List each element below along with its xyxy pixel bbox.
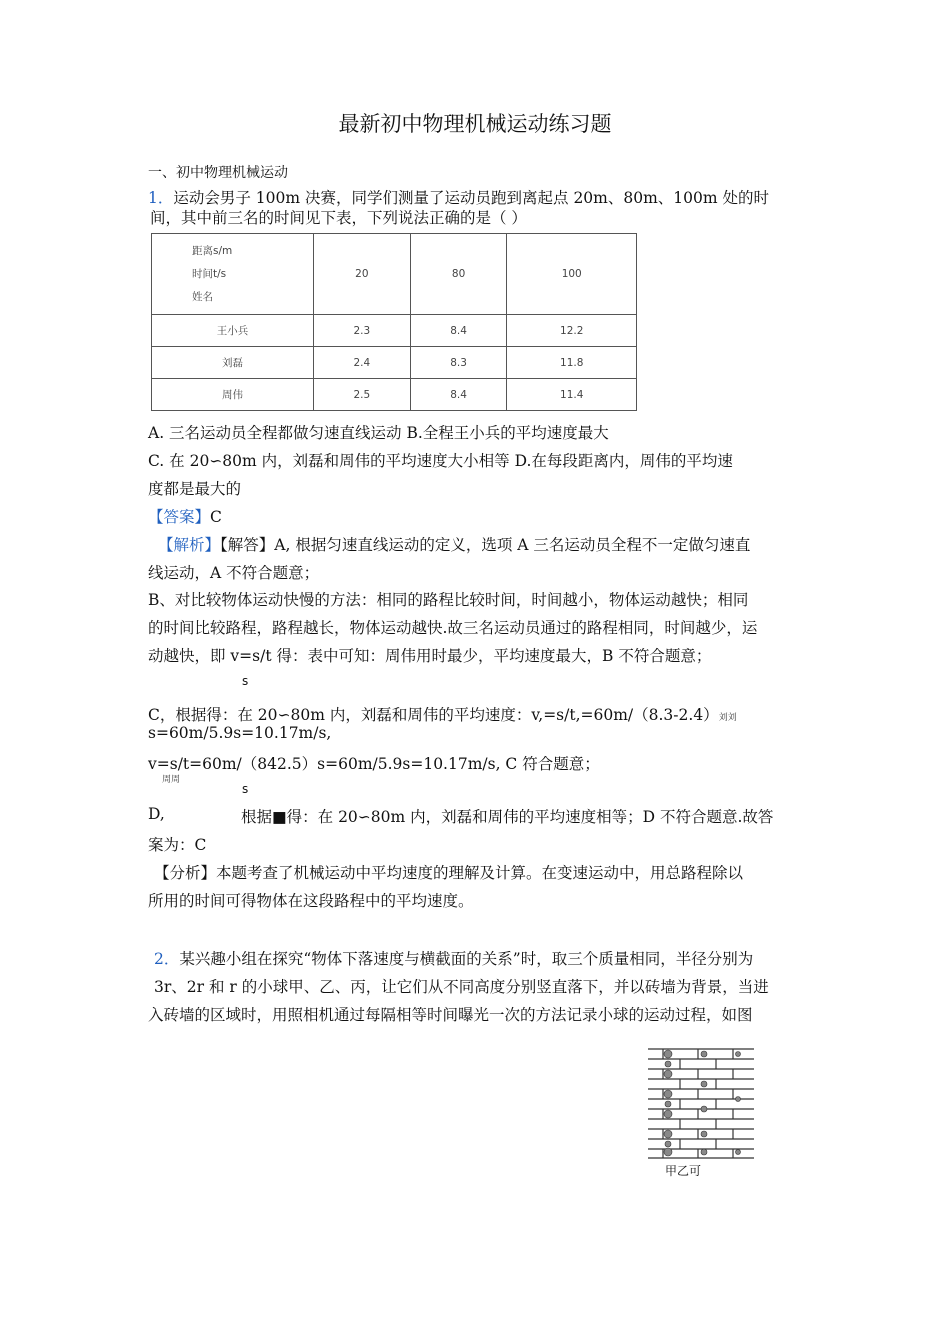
name-cell: 王小兵 [152,315,314,347]
name-cell: 刘磊 [152,347,314,379]
table-row: 刘磊 2.4 8.3 11.8 [152,347,637,379]
analysis-tag: 【解析】 [158,536,221,554]
fenxi-line1: 【分析】本题考查了机械运动中平均速度的理解及计算。在变速运动中，用总路程除以 [154,864,744,882]
c-line2: s=60m/5.9s=10.17m/s, [148,724,332,742]
brick-wall-figure [648,1047,754,1159]
options-cd-line1: C. 在 20∽80m 内，刘磊和周伟的平均速度大小相等 D.在每段距离内，周伟的平均速 [148,452,733,470]
b-line3: 动越快，即 v=s/t 得：表中可知：周伟用时最少，平均速度最大，B 不符合题意； [148,647,712,665]
q2-line3: 入砖墙的区域时，用照相机通过每隔相等时间曝光一次的方法记录小球的运动过程，如图 [148,1006,753,1024]
b-line1: B、对比较物体运动快慢的方法：相同的路程比较时间，时间越小，物体运动越快；相同 [148,591,749,609]
distance-cell: 100 [507,234,637,315]
answer-tag: 【答案】 [148,508,211,526]
q2-line1: 2．某兴趣小组在探究“物体下落速度与横截面的关系”时，取三个质量相同，半径分别为 [154,950,754,968]
q2-line2: 3r、2r 和 r 的小球甲、乙、丙，让它们从不同高度分别竖直落下，并以砖墙为背景，当进 [154,978,769,996]
c-line1: C，根据得：在 20∽80m 内，刘磊和周伟的平均速度：v,=s/t,=60m/（8.3-2.4）刘刘 [148,706,737,724]
answer-line [148,505,222,527]
subscript-label: 周周 [162,775,181,785]
analysis-line2: 线运动，A 不符合题意； [148,564,320,582]
fenxi-line2: 所用的时间可得物体在这段路程中的平均速度。 [148,892,474,910]
q1-line2: 间，其中前三名的时间见下表，下列说法正确的是（ ） [150,209,527,227]
q1-number: 1． [148,189,174,207]
b-line2: 的时间比较路程，路程越长，物体运动越快.故三名运动员通过的路程相同，时间越少，运 [148,619,758,637]
name-cell: 周伟 [152,379,314,411]
d-label: D, [148,805,165,823]
answer-value: C [210,508,222,526]
c-line3: v=s/t=60m/（842.5）s=60m/5.9s=10.17m/s, C 符合题意； [148,755,600,773]
q1-line1: 1．运动会男子 100m 决赛，同学们测量了运动员跑到离起点 20m、80m、100m 处的时 [148,189,769,207]
speed-table [151,233,637,411]
s-mark: s [242,674,249,688]
analysis-line1: 【解析】【解答】A, 根据匀速直线运动的定义，选项 A 三名运动员全程不一定做匀速直 [158,536,751,554]
s-mark: s [242,782,249,796]
d-line2: 案为：C [148,836,207,854]
table-row: 周伟 2.5 8.4 11.4 [152,379,637,411]
section-heading: 一、初中物理机械运动 [148,165,288,181]
distance-cell: 20 [314,234,411,315]
options-ab: A. 三名运动员全程都做匀速直线运动 B.全程王小兵的平均速度最大 [148,424,609,442]
figure-caption: 甲乙可 [665,1164,702,1178]
q2-number: 2． [154,950,180,968]
brick-wall-svg [648,1047,754,1159]
d-line1: 根据■得：在 20∽80m 内，刘磊和周伟的平均速度相等；D 不符合题意.故答 [241,808,774,826]
subscript-label: 刘刘 [718,713,737,723]
distance-cell: 80 [410,234,507,315]
options-cd-line2: 度都是最大的 [148,480,242,498]
table-row: 王小兵 2.3 8.4 12.2 [152,315,637,347]
table-header-cell: 距离s/m 时间t/s 姓名 [152,234,314,315]
page-title: 最新初中物理机械运动练习题 [338,112,612,136]
